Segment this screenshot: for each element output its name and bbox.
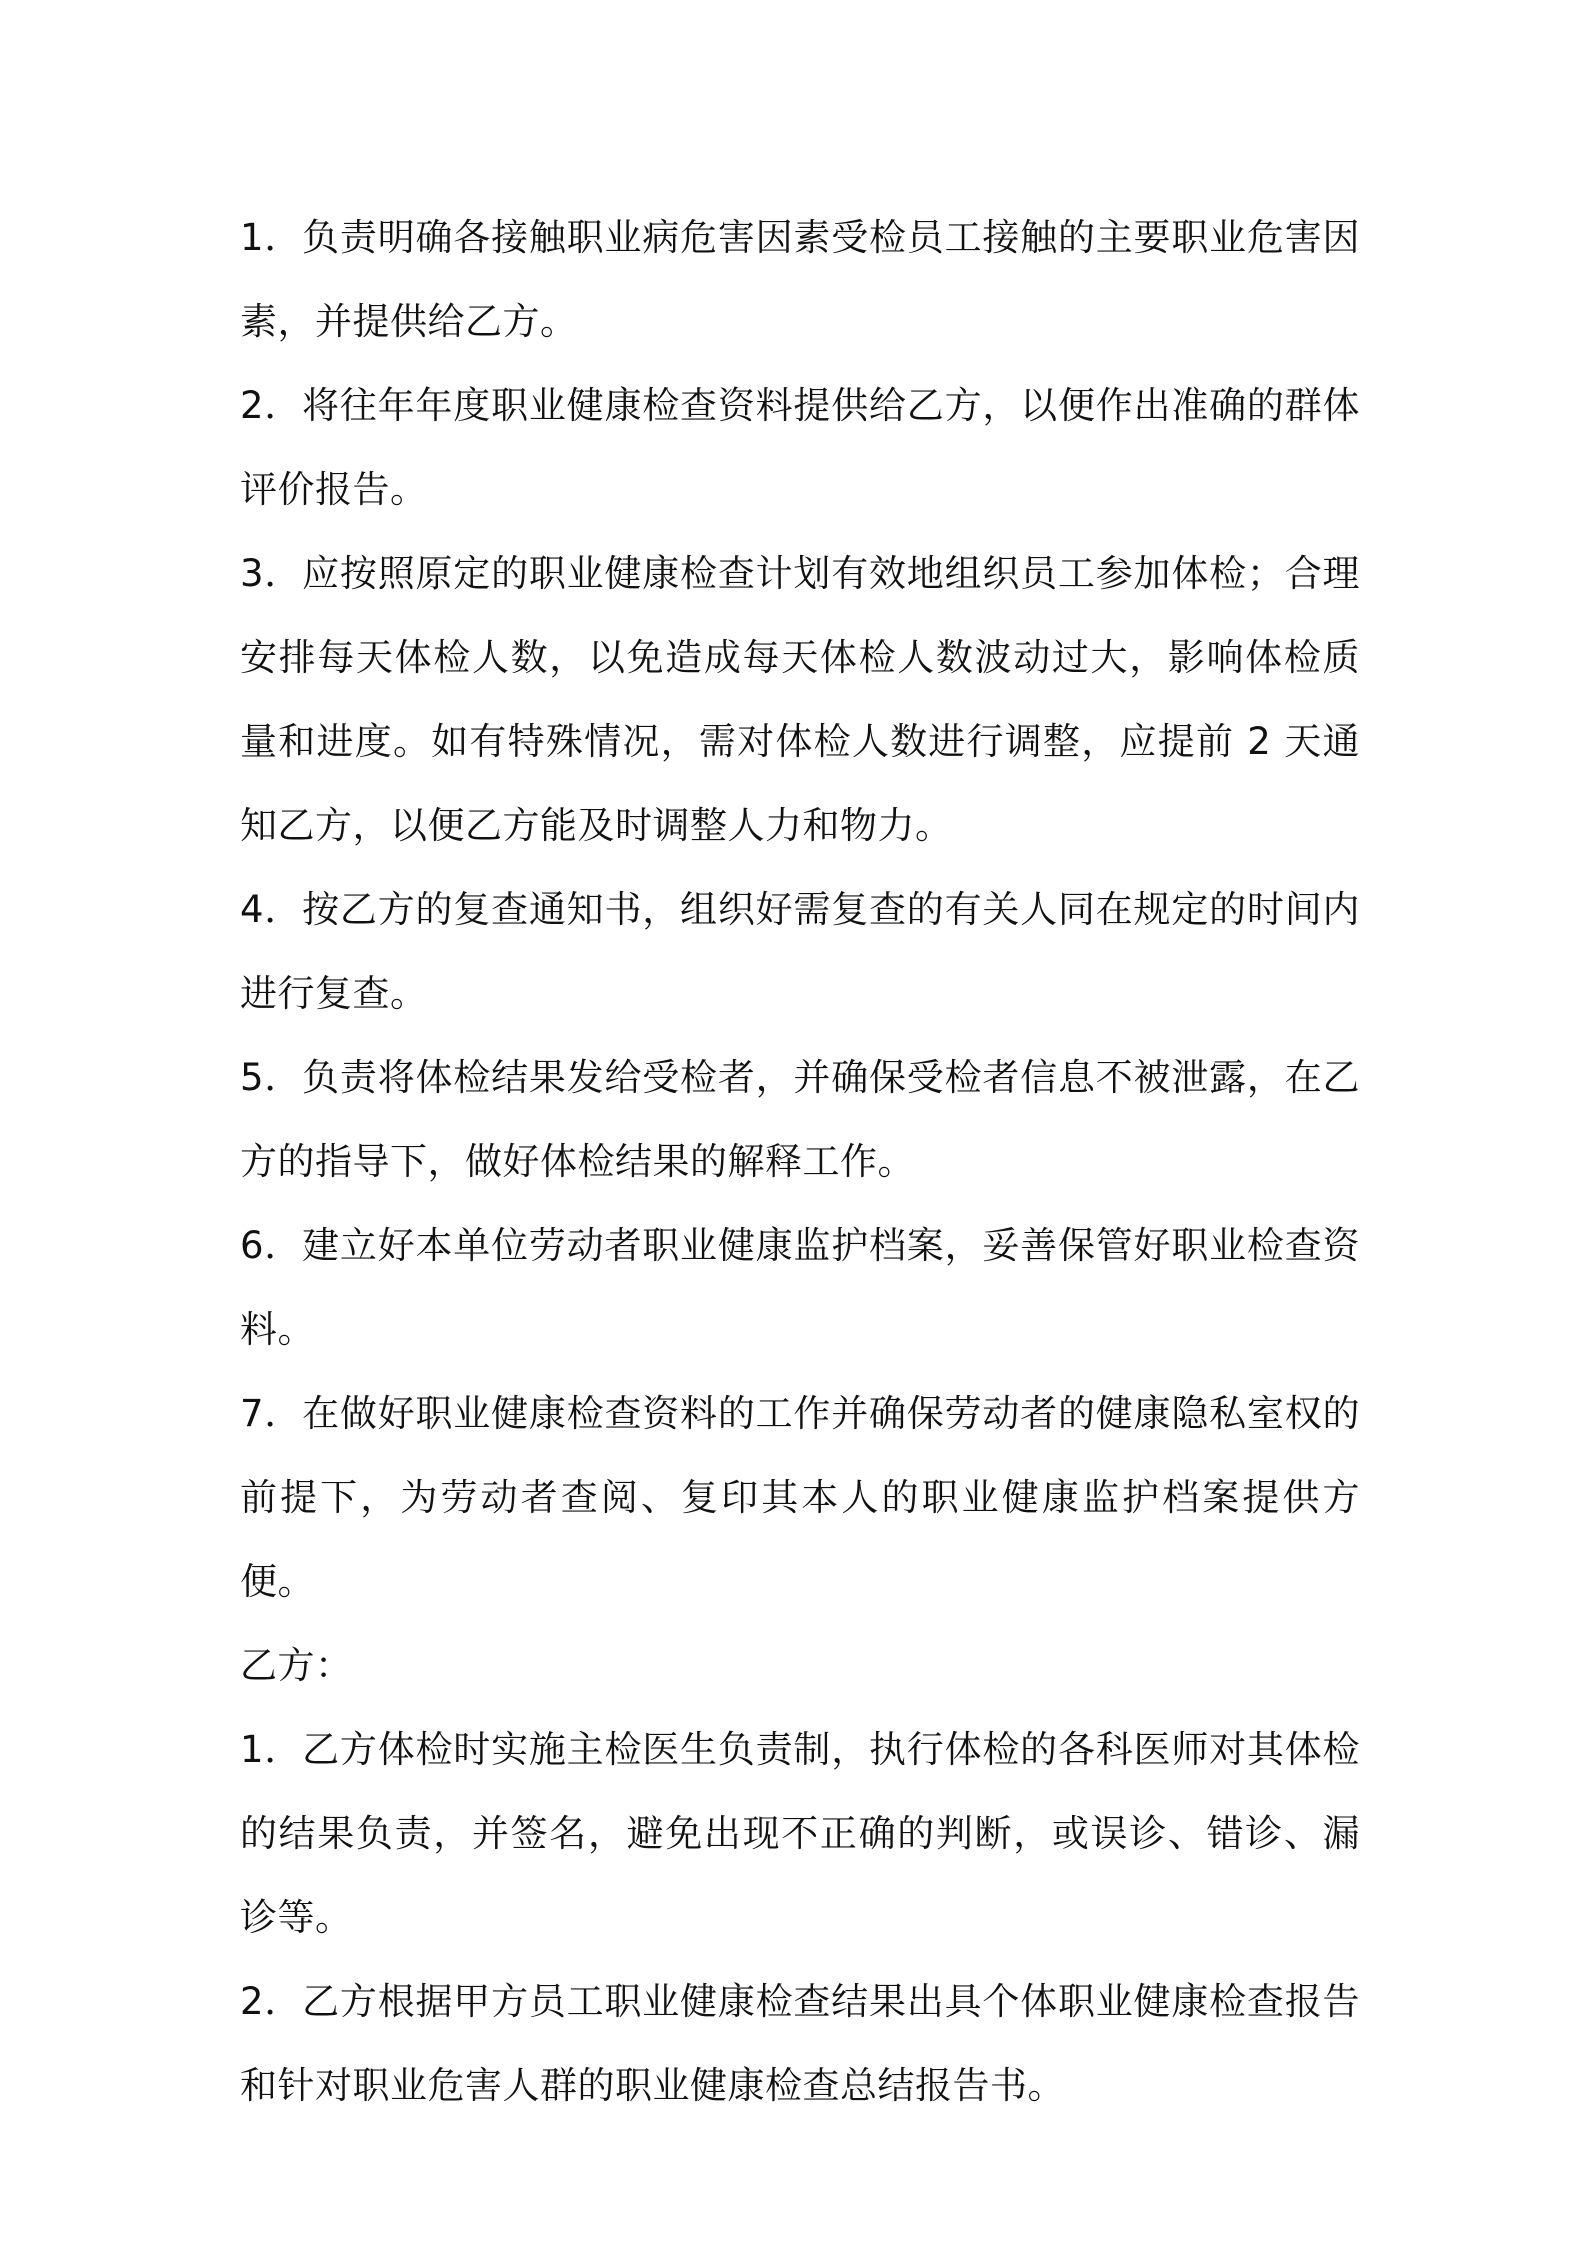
section-heading-party-b: 乙方：: [240, 1644, 353, 1687]
paragraph-party-b-1: 1．乙方体检时实施主检医生负责制，执行体检的各科医师对其体检的结果负责，并签名，避免出现不正确的判断，或误诊、错诊、漏诊等。: [240, 1728, 1360, 1939]
document-body: [240, 196, 1360, 2128]
paragraph-party-a-7: 7．在做好职业健康检查资料的工作并确保劳动者的健康隐私室权的前提下，为劳动者查阅、复印其本人的职业健康监护档案提供方便。: [240, 1392, 1360, 1603]
paragraph-party-a-5: 5．负责将体检结果发给受检者，并确保受检者信息不被泄露，在乙方的指导下，做好体检结果的解释工作。: [240, 1056, 1360, 1183]
paragraph-party-a-4: 4．按乙方的复查通知书，组织好需复查的有关人同在规定的时间内进行复查。: [240, 888, 1360, 1015]
paragraph-party-a-1: 1．负责明确各接触职业病危害因素受检员工接触的主要职业危害因素，并提供给乙方。: [240, 216, 1360, 343]
paragraph-party-b-2: 2．乙方根据甲方员工职业健康检查结果出具个体职业健康检查报告和针对职业危害人群的职业健康检查总结报告书。: [240, 1980, 1360, 2107]
paragraph-party-a-6: 6．建立好本单位劳动者职业健康监护档案，妥善保管好职业检查资料。: [240, 1224, 1360, 1351]
paragraph-party-a-3: 3．应按照原定的职业健康检查计划有效地组织员工参加体检；合理安排每天体检人数，以免造成每天体检人数波动过大，影响体检质量和进度。如有特殊情况，需对体检人数进行调整，应提前 2 天通知乙方，以便乙方能及时调整人力和物力。: [240, 552, 1360, 847]
paragraph-party-a-2: 2．将往年年度职业健康检查资料提供给乙方，以便作出准确的群体评价报告。: [240, 384, 1360, 511]
